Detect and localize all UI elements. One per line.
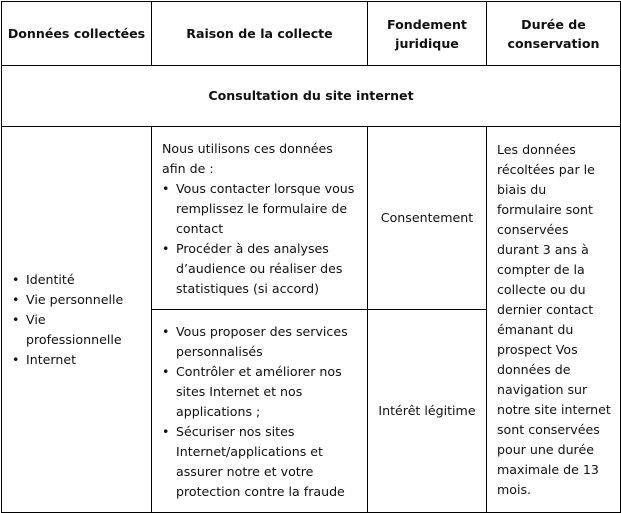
list-item: • Contrôler et améliorer nos sites Internet et nos applications ; [152,362,355,422]
list-item: • Vie personnelle [2,290,143,310]
legal-basis-legitimate-interest: Intérêt légitime [368,310,487,513]
list-item: • Vie professionnelle [2,310,143,350]
header-data: Données collectées [2,2,152,66]
list-item: • Sécuriser nos sites Internet/applications et assurer notre et votre protection contre la fraude [152,422,355,502]
header-legal-basis: Fondement juridique [368,2,487,66]
list-item: • Vous contacter lorsque vous remplissez le formulaire de contact [152,179,355,239]
reason-list [152,322,355,502]
reason-list [152,179,355,299]
reason-cell-legitimate-interest [152,310,368,513]
legal-basis-consent: Consentement [368,127,487,310]
header-reason: Raison de la collecte [152,2,368,66]
reason-intro: Nous utilisons ces données afin de : [162,141,333,176]
list-item: • Procéder à des analyses d’audience ou réaliser des statistiques (si accord) [152,239,355,299]
data-collection-table [1,1,621,513]
header-retention: Durée de conservation [487,2,621,66]
section-title: Consultation du site internet [2,66,621,127]
list-item: • Vous proposer des services personnalisés [152,322,355,362]
table-row [2,127,621,310]
collected-data-cell [2,127,152,513]
list-item: • Identité [2,270,143,290]
header-row [2,2,621,66]
collected-data-list [2,270,143,370]
list-item: • Internet [2,350,143,370]
section-row [2,66,621,127]
reason-cell-consent [152,127,368,310]
retention-cell: Les données récoltées par le biais du formulaire sont conservées durant 3 ans à compter de la collecte ou du dernier contact émanant du prospect Vos données de navigation sur notre site internet sont conservées pour une durée maximale de 13 mois. [487,127,621,513]
